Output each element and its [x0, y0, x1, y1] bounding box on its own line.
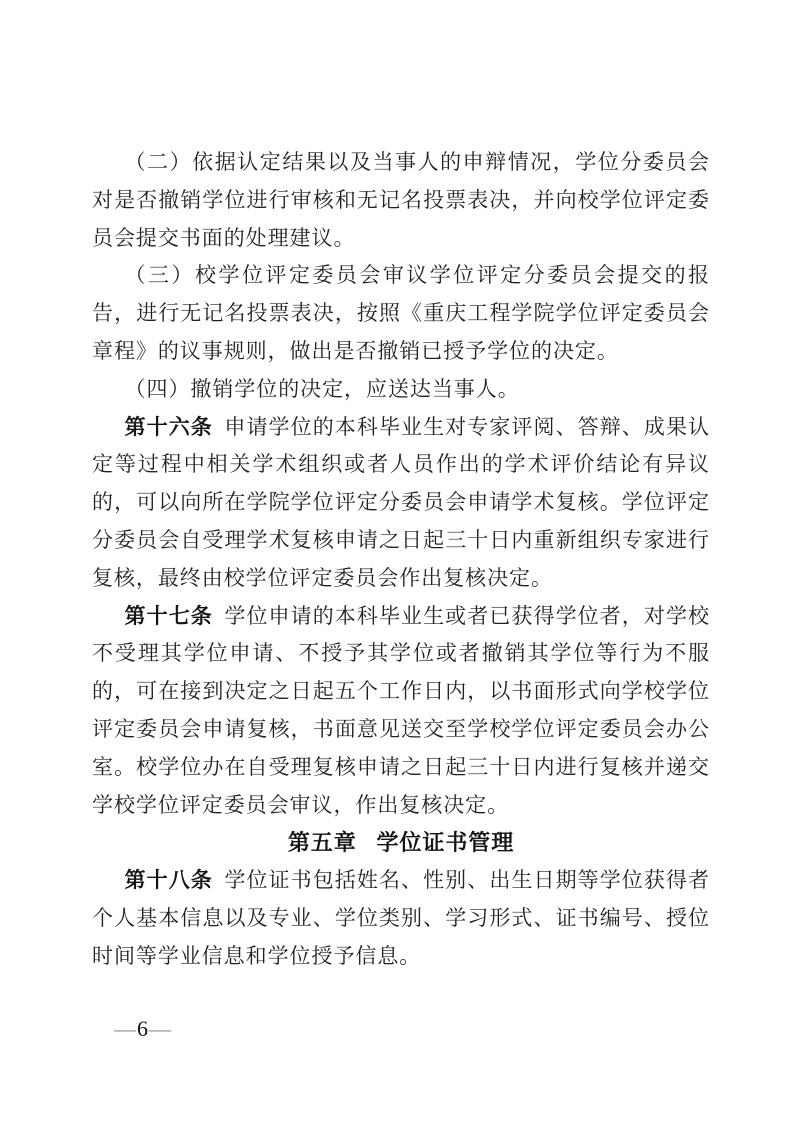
article-16 — [92, 409, 710, 598]
article-17-label: 第十七条 — [124, 604, 213, 628]
article-17-text: 学位申请的本科毕业生或者已获得学位者，对学校不受理其学位申请、不授予其学位或者撤销其学位等行为不服的，可在接到决定之日起五个工作日内，以书面形式向学校学位评定委员会申请复核，书面意见送交至学校学位评定委员会办公室。校学位办在自受理复核申请之日起三十日内进行复核并递交学校学位评定委员会审议，作出复核决定。 — [92, 603, 710, 817]
paragraph-item-4 — [92, 371, 710, 409]
page-footer — [114, 1014, 171, 1044]
chapter-heading — [92, 824, 710, 862]
article-18-label: 第十八条 — [124, 869, 213, 893]
paragraph-text: （二）依据认定结果以及当事人的申辩情况，学位分委员会对是否撤销学位进行审核和无记名投票表决，并向校学位评定委员会提交书面的处理建议。 — [92, 150, 710, 250]
article-16-text: 申请学位的本科毕业生对专家评阅、答辩、成果认定等过程中相关学术组织或者人员作出的学术评价结论有异议的，可以向所在学院学位评定分委员会申请学术复核。学位评定分委员会自受理学术复核申请之日起三十日内重新组织专家进行复核，最终由校学位评定委员会作出复核决定。 — [92, 414, 710, 590]
document-body — [92, 144, 710, 976]
paragraph-text: （四）撤销学位的决定，应送达当事人。 — [124, 376, 520, 401]
paragraph-item-2 — [92, 144, 710, 257]
article-16-label: 第十六条 — [124, 415, 213, 439]
chapter-title: 学位证书管理 — [376, 830, 515, 856]
article-18 — [92, 862, 710, 975]
chapter-number: 第五章 — [287, 830, 357, 856]
article-18-text: 学位证书包括姓名、性别、出生日期等学位获得者个人基本信息以及专业、学位类别、学习形式、证书编号、授位时间等学业信息和学位授予信息。 — [92, 868, 710, 968]
paragraph-text: （三）校学位评定委员会审议学位评定分委员会提交的报告，进行无记名投票表决，按照《重庆工程学院学位评定委员会章程》的议事规则，做出是否撤销已授予学位的决定。 — [92, 263, 710, 363]
footer-dash-left: — — [114, 1016, 136, 1041]
paragraph-item-3 — [92, 257, 710, 370]
page-number: 6 — [137, 1016, 148, 1041]
article-17 — [92, 598, 710, 825]
footer-dash-right: — — [149, 1016, 171, 1041]
